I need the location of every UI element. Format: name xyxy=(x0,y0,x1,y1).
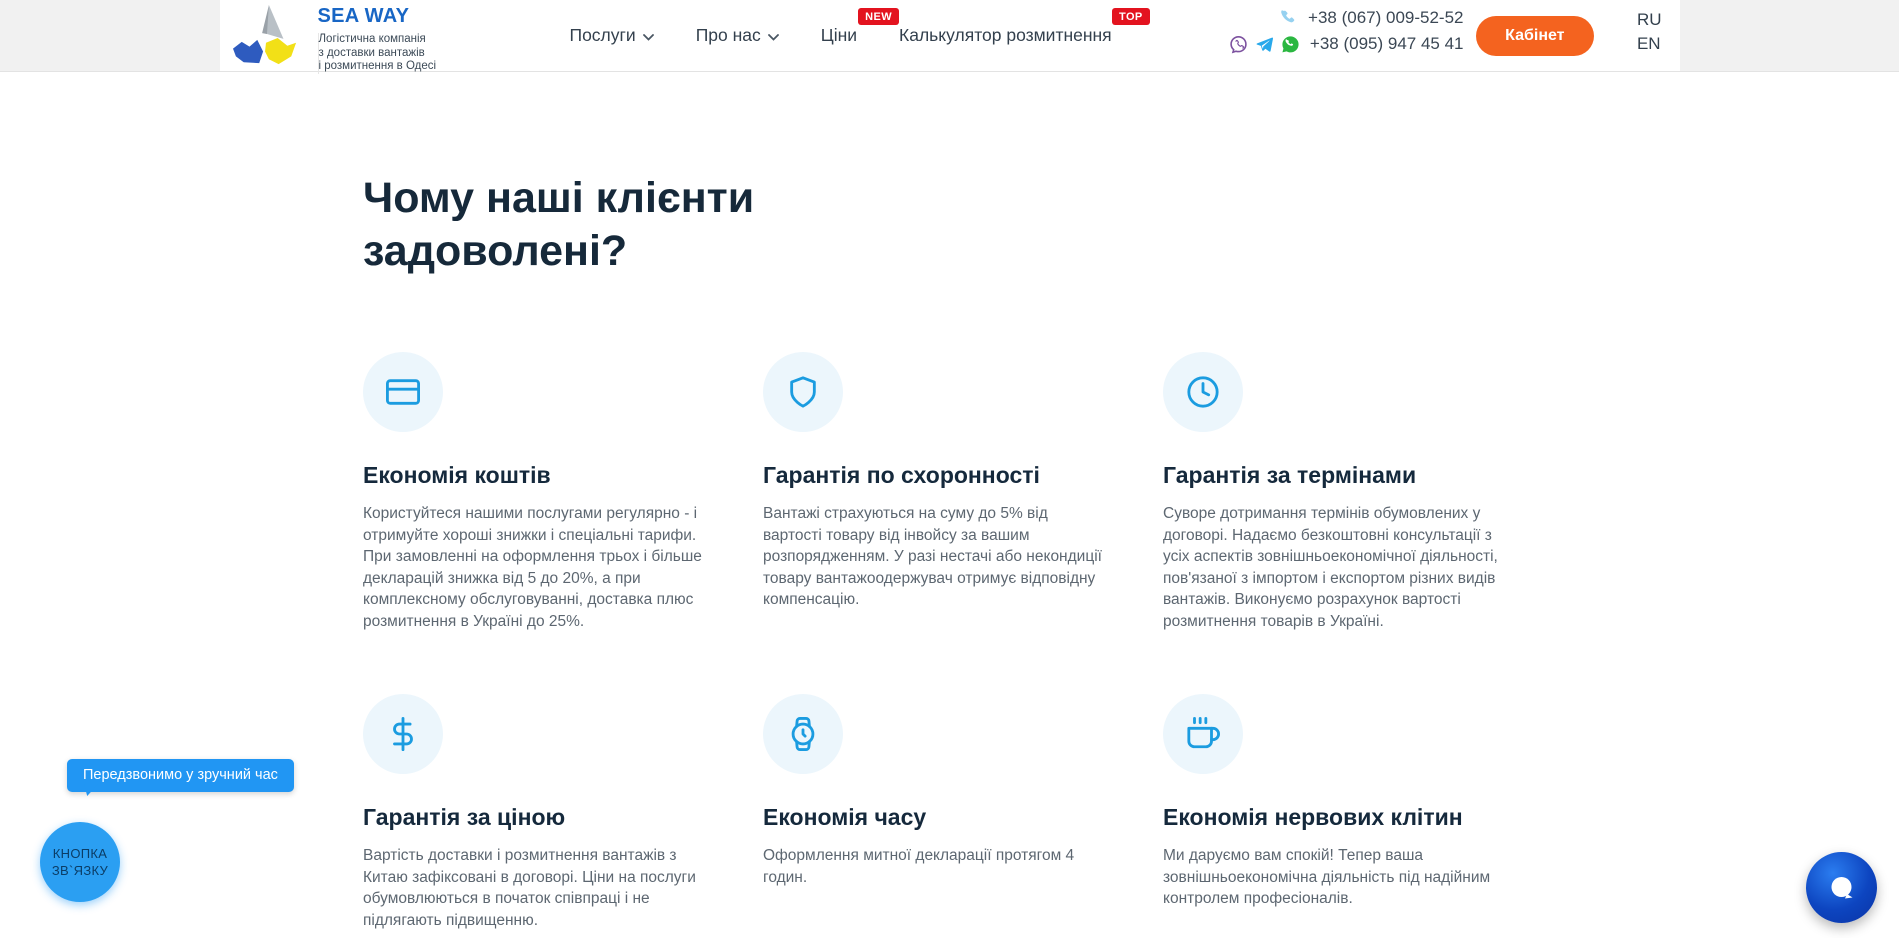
callback-tooltip: Передзвонимо у зручний час xyxy=(67,759,294,792)
chat-button[interactable] xyxy=(1806,852,1877,923)
tagline-line: і розмитнення в Одесі xyxy=(318,60,437,72)
callback-button-label-line1: КНОПКА xyxy=(52,846,108,861)
nav-label: Калькулятор розмитнення xyxy=(899,25,1112,45)
cabinet-button[interactable]: Кабінет xyxy=(1476,16,1593,56)
card-text: Суворе дотримання термінів обумовлених у договорі. Надаємо безкоштовні консультації з усіх аспектів зовнішньоекономічної діяльності, пов'язаної з імпортом і експортом різних видів вантажів. Виконуємо розрахунок вартості розмитнення товарів в Україні. xyxy=(1163,505,1498,630)
viber-icon[interactable] xyxy=(1229,35,1248,54)
brand-name: SEA WAY xyxy=(317,5,410,27)
feature-card-safety xyxy=(763,352,1108,632)
chat-bubble-icon xyxy=(1824,870,1860,906)
paper-boat-logo-icon xyxy=(226,3,306,69)
feature-card-time xyxy=(763,694,1108,931)
card-title: Гарантія за ціною xyxy=(363,804,566,830)
card-title: Гарантія за термінами xyxy=(1163,462,1417,488)
card-text: Вантажі страхуються на суму до 5% від вартості товару від інвойсу за вашим розпорядженням. У разі нестачі або некондиції товару вантажоодержувач отримує відповідну компенсацію. xyxy=(763,505,1102,608)
icon-circle xyxy=(1163,352,1243,432)
card-text: Користуйтеся нашими послугами регулярно - і отримуйте хороші знижки і спеціальні тарифи. При замовленні на оформлення трьох і більше декларацій знижка від 5 до 20%, а при комплексному обслуговуванні, доставка плюс розмитнення в Україні до 25%. xyxy=(363,505,702,630)
card-text: Вартість доставки і розмитнення вантажів з Китаю зафіксовані в договорі. Ціни на послуги обумовлюються в початок співпраці і не підлягають підвищенню. xyxy=(363,847,696,929)
language-switcher xyxy=(1637,9,1662,54)
telegram-icon[interactable] xyxy=(1255,35,1274,54)
header-inner xyxy=(220,0,1680,71)
watch-icon xyxy=(786,717,820,751)
chevron-down-icon xyxy=(768,34,779,41)
phone-number-primary[interactable]: +38 (067) 009-52-52 xyxy=(1308,8,1464,27)
phone-secondary-row xyxy=(1229,34,1464,54)
new-badge: NEW xyxy=(858,8,899,25)
lang-option-en[interactable]: EN xyxy=(1636,34,1661,53)
card-title: Економія часу xyxy=(763,804,927,830)
clock-icon xyxy=(1186,375,1220,409)
chevron-down-icon xyxy=(643,34,654,41)
whatsapp-icon[interactable] xyxy=(1281,35,1300,54)
phone-number-secondary[interactable]: +38 (095) 947 45 41 xyxy=(1309,34,1464,53)
phone-icon xyxy=(1280,9,1298,27)
nav-item-services[interactable] xyxy=(570,25,654,46)
callback-button[interactable] xyxy=(40,822,120,902)
header xyxy=(0,0,1899,72)
top-badge: TOP xyxy=(1112,8,1150,25)
credit-card-icon xyxy=(386,375,420,409)
coffee-cup-icon xyxy=(1186,717,1220,751)
logo-text xyxy=(318,3,437,74)
icon-circle xyxy=(1163,694,1243,774)
shield-icon xyxy=(786,375,820,409)
feature-card-savings xyxy=(363,352,708,632)
brand-tagline xyxy=(318,33,437,74)
messenger-icons xyxy=(1229,35,1300,54)
icon-circle xyxy=(763,694,843,774)
features-grid xyxy=(363,352,1508,931)
phone-primary-row xyxy=(1280,8,1463,28)
tagline-line: Логістична компанія xyxy=(318,33,426,45)
tagline-line: з доставки вантажів xyxy=(318,46,425,59)
header-contacts xyxy=(1229,8,1464,54)
feature-card-deadlines xyxy=(1163,352,1508,632)
feature-card-price xyxy=(363,694,708,931)
icon-circle xyxy=(763,352,843,432)
nav-label: Про нас xyxy=(695,25,761,45)
card-title: Економія коштів xyxy=(363,462,551,488)
card-text: Оформлення митної декларації протягом 4 годин. xyxy=(763,847,1075,886)
card-title: Гарантія по схоронності xyxy=(763,462,1040,488)
logo[interactable] xyxy=(226,3,437,74)
icon-circle xyxy=(363,694,443,774)
nav-item-about[interactable] xyxy=(696,25,779,46)
nav-item-prices[interactable] xyxy=(820,10,893,46)
nav-label: Послуги xyxy=(569,25,636,45)
card-text: Ми даруємо вам спокій! Тепер ваша зовнішньоекономічна діяльність під надійним контролем професіоналів. xyxy=(1163,847,1491,907)
icon-circle xyxy=(363,352,443,432)
nav-label: Ціни xyxy=(820,25,858,45)
page-title: Чому наші клієнти задоволені? xyxy=(363,174,755,275)
feature-card-nerves xyxy=(1163,694,1508,931)
card-title: Економія нервових клітин xyxy=(1163,804,1463,830)
nav-item-customs-calculator[interactable] xyxy=(899,10,1143,46)
lang-option-ru[interactable]: RU xyxy=(1636,10,1662,29)
callback-button-label-line2: ЗВ`ЯЗКУ xyxy=(51,863,109,878)
main-nav xyxy=(569,0,1143,71)
dollar-sign-icon xyxy=(386,717,420,751)
